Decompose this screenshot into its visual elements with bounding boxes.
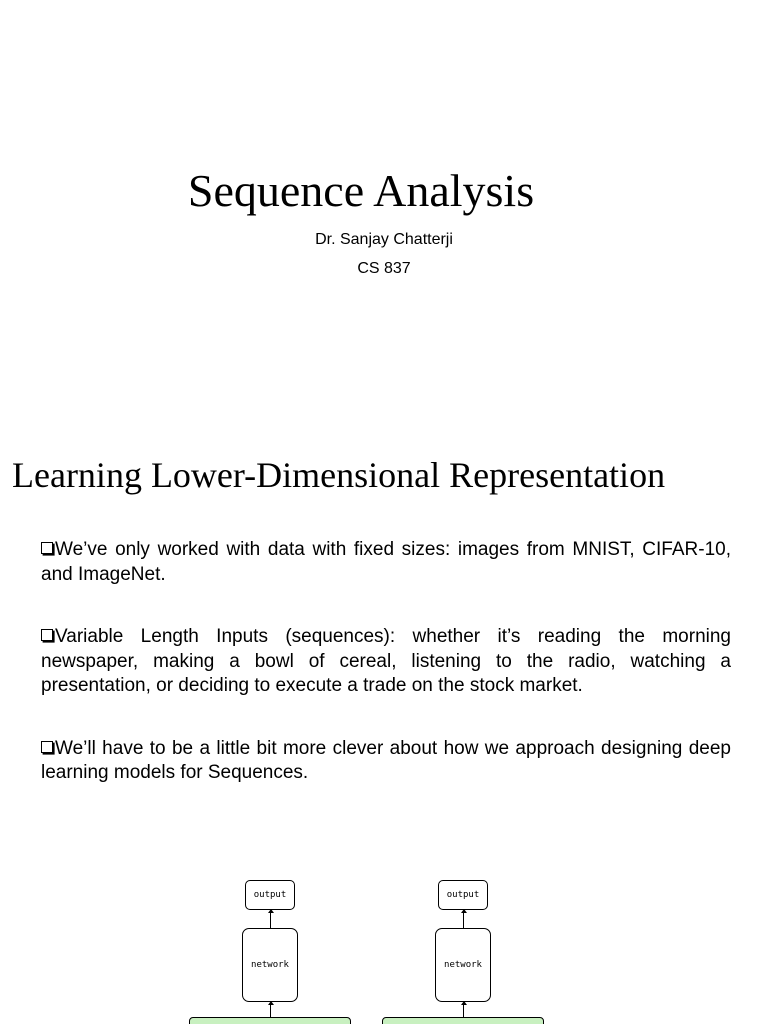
bullet-text: We’ve only worked with data with fixed sizes: images from MNIST, CIFAR-10, and ImageNet. [41, 539, 731, 585]
checkbox-bullet-icon [41, 741, 53, 753]
arrow-icon [270, 1004, 271, 1018]
presentation-title: Sequence Analysis [187, 165, 535, 216]
arrow-icon [463, 912, 464, 928]
title-slide [0, 0, 768, 420]
slide-heading: Learning Lower-Dimensional Representation [12, 455, 666, 495]
checkbox-bullet-icon [41, 629, 53, 641]
course-code: CS 837 [357, 260, 411, 277]
bullet-item [41, 538, 731, 587]
output-box: output [438, 880, 488, 910]
bullet-item [41, 737, 731, 786]
author-name: Dr. Sanjay Chatterji [315, 231, 453, 248]
bullet-text: Variable Length Inputs (sequences): whether it’s reading the morning newspaper, making a bowl of cereal, listening to the radio, watching a presentation, or deciding to execute a trade on the stock market. [41, 626, 731, 696]
arrow-icon [270, 912, 271, 928]
arrow-icon [463, 1004, 464, 1018]
network-box: network [435, 928, 491, 1002]
bullet-item [41, 625, 731, 699]
network-diagram [0, 860, 768, 1024]
output-box: output [245, 880, 295, 910]
bullet-list [41, 538, 731, 824]
input-box [382, 1017, 544, 1024]
input-box [189, 1017, 351, 1024]
network-box: network [242, 928, 298, 1002]
checkbox-bullet-icon [41, 542, 53, 554]
bullet-text: We’ll have to be a little bit more clever about how we approach designing deep learning models for Sequences. [41, 737, 731, 783]
